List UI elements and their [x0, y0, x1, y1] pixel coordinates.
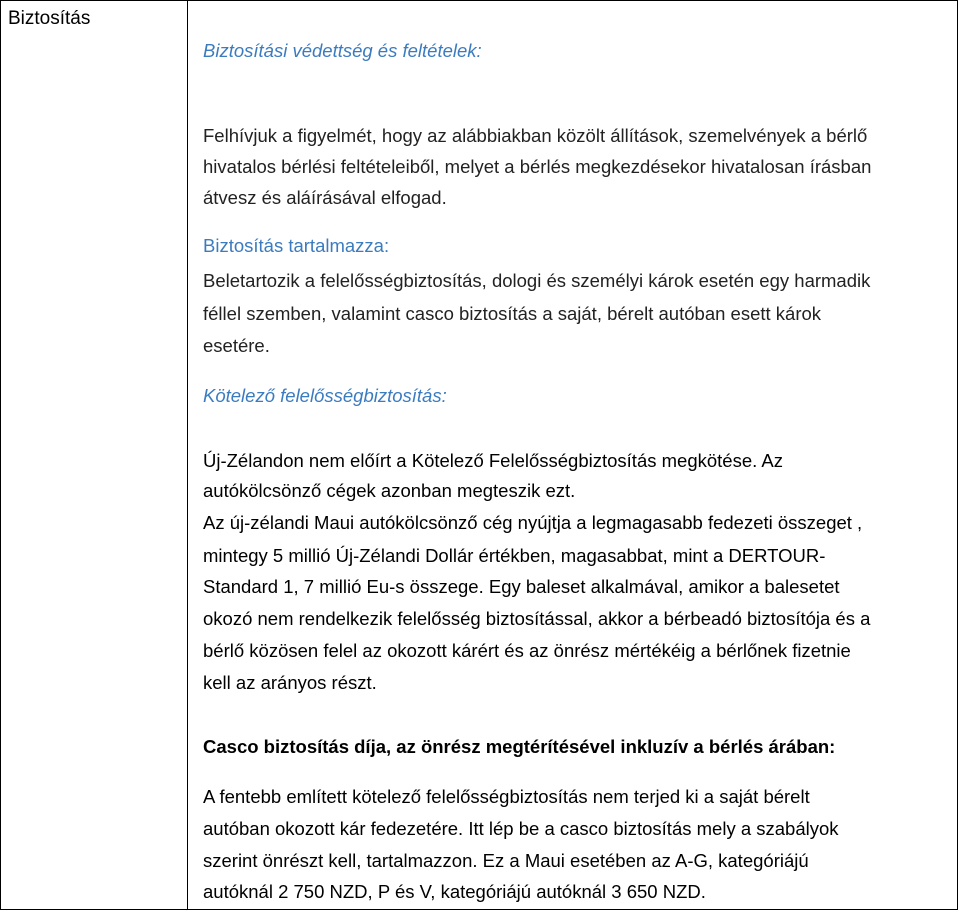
liability-line: Az új-zélandi Maui autókölcsönző cég nyújtja a legmagasabb fedezeti összeget , — [203, 512, 863, 533]
intro-line: átvesz és aláírásával elfogad. — [203, 187, 447, 208]
heading-casco: Casco biztosítás díja, az önrész megtérítésével inkluzív a bérlés árában: — [203, 736, 836, 757]
casco-line: autóknál 2 750 NZD, P és V, kategóriájú autóknál 3 650 NZD. — [203, 881, 706, 902]
coverage-line: féllel szemben, valamint casco biztosítás a saját, bérelt autóban esett károk — [203, 303, 822, 324]
intro-line: Felhívjuk a figyelmét, hogy az alábbiakban közölt állítások, szemelvények a bérlő — [203, 125, 868, 146]
liability-line: okozó nem rendelkezik felelősség biztosítással, akkor a bérbeadó biztosítója és a — [203, 608, 871, 629]
casco-line: szerint önrészt kell, tartalmazzon. Ez a Maui esetében az A-G, kategóriájú — [203, 850, 809, 871]
row-label: Biztosítás — [8, 8, 91, 29]
heading-coverage-terms: Biztosítási védettség és feltételek: — [203, 40, 482, 61]
liability-line: Standard 1, 7 millió Eu-s összege. Egy baleset alkalmával, amikor a balesetet — [203, 576, 840, 597]
liability-line: bérlő közösen felel az okozott kárért és az önrész mértékéig a bérlőnek fizetnie — [203, 640, 851, 661]
casco-line: autóban okozott kár fedezetére. Itt lép be a casco biztosítás mely a szabályok — [203, 818, 839, 839]
casco-line: A fentebb említett kötelező felelősségbiztosítás nem terjed ki a saját bérelt — [203, 786, 810, 807]
liability-line: mintegy 5 millió Új-Zélandi Dollár értékben, magasabbat, mint a DERTOUR- — [203, 545, 826, 566]
liability-line: kell az arányos részt. — [203, 672, 377, 693]
intro-line: hivatalos bérlési feltételeiből, melyet a bérlés megkezdésekor hivatalosan írásban — [203, 156, 872, 177]
column-divider — [187, 0, 188, 910]
liability-line: autókölcsönző cégek azonban megteszik ezt. — [203, 480, 576, 501]
coverage-line: Beletartozik a felelősségbiztosítás, dologi és személyi károk esetén egy harmadik — [203, 270, 871, 291]
liability-line: Új-Zélandon nem előírt a Kötelező Felelősségbiztosítás megkötése. Az — [203, 450, 783, 471]
heading-mandatory-liability: Kötelező felelősségbiztosítás: — [203, 385, 447, 406]
heading-includes: Biztosítás tartalmazza: — [203, 235, 390, 256]
coverage-line: esetére. — [203, 335, 270, 356]
